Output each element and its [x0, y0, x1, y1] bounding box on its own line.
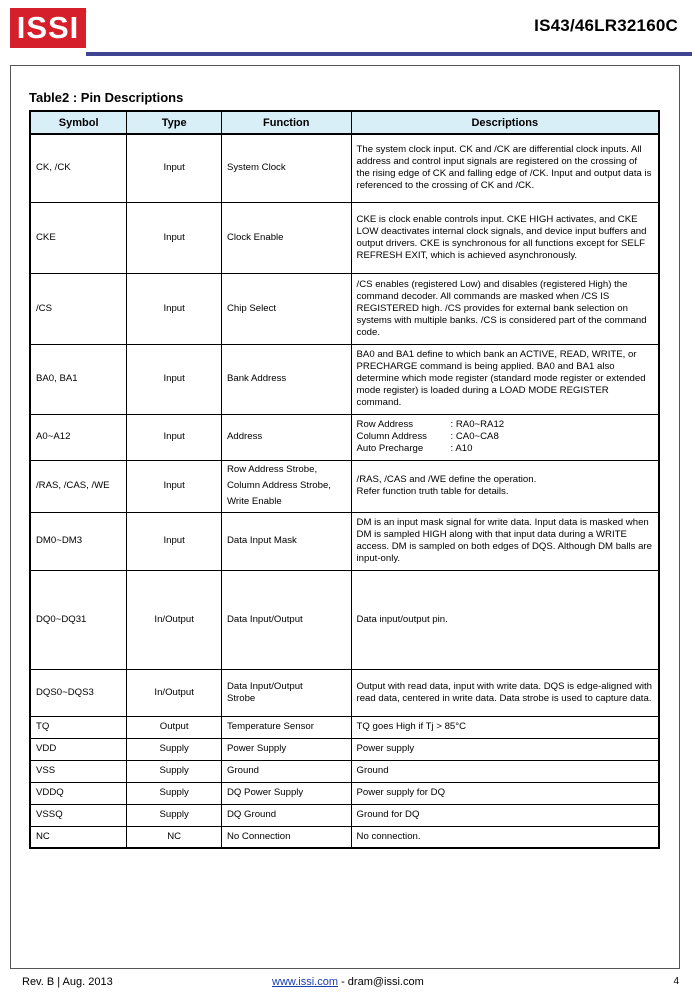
cell-symbol: /CS	[30, 273, 127, 344]
cell-function: Temperature Sensor	[221, 716, 351, 738]
cell-type: In/Output	[127, 570, 222, 669]
part-number: IS43/46LR32160C	[534, 16, 678, 35]
table-row	[30, 273, 659, 344]
cell-description: No connection.	[351, 826, 659, 848]
page-number: 4	[673, 976, 679, 987]
cell-function: Power Supply	[221, 738, 351, 760]
cell-type: Supply	[127, 804, 222, 826]
table-row	[30, 512, 659, 570]
cell-function: Bank Address	[221, 344, 351, 414]
address-value: : RA0~RA12	[450, 419, 505, 430]
table-row	[30, 669, 659, 716]
cell-type: Supply	[127, 738, 222, 760]
cell-type: Input	[127, 134, 222, 202]
address-value: : A10	[450, 443, 473, 454]
cell-function: DQ Ground	[221, 804, 351, 826]
function-line: Row Address Strobe,	[226, 464, 318, 475]
table-row	[30, 738, 659, 760]
issi-logo: ISSI	[10, 8, 86, 48]
table-header-row	[30, 111, 659, 134]
contact-email: dram@issi.com	[347, 976, 424, 988]
function-line: Strobe	[226, 692, 256, 704]
cell-symbol: VSS	[30, 760, 127, 782]
table-title: Table2 : Pin Descriptions	[29, 90, 184, 105]
cell-type: Supply	[127, 782, 222, 804]
cell-function: System Clock	[221, 134, 351, 202]
cell-symbol: DM0~DM3	[30, 512, 127, 570]
cell-symbol: DQ0~DQ31	[30, 570, 127, 669]
address-label: Row Address	[356, 419, 414, 430]
description-line: /RAS, /CAS and /WE define the operation.	[356, 474, 537, 485]
cell-symbol: VDD	[30, 738, 127, 760]
cell-symbol: TQ	[30, 716, 127, 738]
cell-function: Data Input/Output	[221, 570, 351, 669]
cell-description: BA0 and BA1 define to which bank an ACTIVE, READ, WRITE, or PRECHARGE command is being applied. BA0 and BA1 also determine which mode register (standard mode register or extended mode register) is loaded during a LOAD MODE REGISTER command.	[351, 344, 659, 414]
cell-symbol: NC	[30, 826, 127, 848]
cell-description: DM is an input mask signal for write data. Input data is masked when DM is sampled HIGH along with that input data during a WRITE access. DM is sampled on both edges of DQS. Although DM balls are input-only.	[351, 512, 659, 570]
cell-function: DQ Power Supply	[221, 782, 351, 804]
cell-description: Ground for DQ	[351, 804, 659, 826]
cell-symbol: DQS0~DQS3	[30, 669, 127, 716]
column-header-symbol: Symbol	[30, 111, 127, 134]
cell-description: Power supply for DQ	[351, 782, 659, 804]
cell-type: Input	[127, 414, 222, 460]
description-line: Refer function truth table for details.	[356, 486, 509, 497]
function-line: Data Input/Output	[226, 680, 303, 692]
cell-type: In/Output	[127, 669, 222, 716]
cell-function: Data Input Mask	[221, 512, 351, 570]
footer-contact	[272, 976, 424, 988]
cell-description: The system clock input. CK and /CK are differential clock inputs. All address and control input signals are registered on the crossing of the rising edge of CK and falling edge of /CK. Input and output data is referenced to the crossing of CK and /CK.	[351, 134, 659, 202]
function-line: Column Address Strobe,	[226, 480, 331, 491]
cell-function	[221, 460, 351, 512]
cell-symbol: CK, /CK	[30, 134, 127, 202]
cell-type: Input	[127, 202, 222, 273]
cell-function	[221, 669, 351, 716]
address-value: : CA0~CA8	[450, 431, 499, 442]
cell-function: Clock Enable	[221, 202, 351, 273]
table-row	[30, 202, 659, 273]
column-header-function: Function	[221, 111, 351, 134]
table-row	[30, 460, 659, 512]
table-row	[30, 414, 659, 460]
cell-function: Ground	[221, 760, 351, 782]
revision-date: Rev. B | Aug. 2013	[22, 976, 113, 988]
cell-description: TQ goes High if Tj > 85°C	[351, 716, 659, 738]
table-row	[30, 782, 659, 804]
cell-description: Ground	[351, 760, 659, 782]
cell-description: Output with read data, input with write data. DQS is edge-aligned with read data, centered in write data. Data strobe is used to capture data.	[351, 669, 659, 716]
table-row	[30, 716, 659, 738]
cell-type: Input	[127, 460, 222, 512]
cell-symbol: A0~A12	[30, 414, 127, 460]
cell-symbol: BA0, BA1	[30, 344, 127, 414]
cell-function: Address	[221, 414, 351, 460]
column-header-descriptions: Descriptions	[351, 111, 659, 134]
cell-type: NC	[127, 826, 222, 848]
cell-symbol: CKE	[30, 202, 127, 273]
cell-description: /CS enables (registered Low) and disables (registered High) the command decoder. All commands are masked when /CS IS REGISTERED high. /CS provides for external bank selection on systems with multiple banks. /CS is considered part of the command code.	[351, 273, 659, 344]
website-link[interactable]: www.issi.com	[272, 976, 339, 988]
footer-separator: -	[338, 976, 348, 988]
header-rule	[86, 52, 692, 56]
address-pair-list	[357, 419, 653, 455]
table-row	[30, 344, 659, 414]
cell-type: Input	[127, 512, 222, 570]
function-line: Write Enable	[226, 496, 282, 507]
cell-description: Data input/output pin.	[351, 570, 659, 669]
table-row	[30, 804, 659, 826]
cell-type: Input	[127, 273, 222, 344]
cell-description	[351, 460, 659, 512]
pin-description-table	[29, 110, 660, 849]
table-row	[30, 826, 659, 848]
cell-description: Power supply	[351, 738, 659, 760]
address-label: Auto Precharge	[356, 443, 424, 454]
cell-symbol: VDDQ	[30, 782, 127, 804]
table-row	[30, 760, 659, 782]
address-label: Column Address	[356, 431, 427, 442]
table-row	[30, 134, 659, 202]
cell-function: No Connection	[221, 826, 351, 848]
cell-description	[351, 414, 659, 460]
table-row	[30, 570, 659, 669]
cell-type: Input	[127, 344, 222, 414]
cell-symbol: /RAS, /CAS, /WE	[30, 460, 127, 512]
column-header-type: Type	[127, 111, 222, 134]
cell-type: Supply	[127, 760, 222, 782]
cell-symbol: VSSQ	[30, 804, 127, 826]
registered-mark: ®	[82, 10, 87, 16]
cell-type: Output	[127, 716, 222, 738]
cell-function: Chip Select	[221, 273, 351, 344]
cell-description: CKE is clock enable controls input. CKE HIGH activates, and CKE LOW deactivates internal clock signals, and device input buffers and output drivers. CKE is synchronous for all functions except for SELF REFRESH EXIT, which is achieved asynchronously.	[351, 202, 659, 273]
